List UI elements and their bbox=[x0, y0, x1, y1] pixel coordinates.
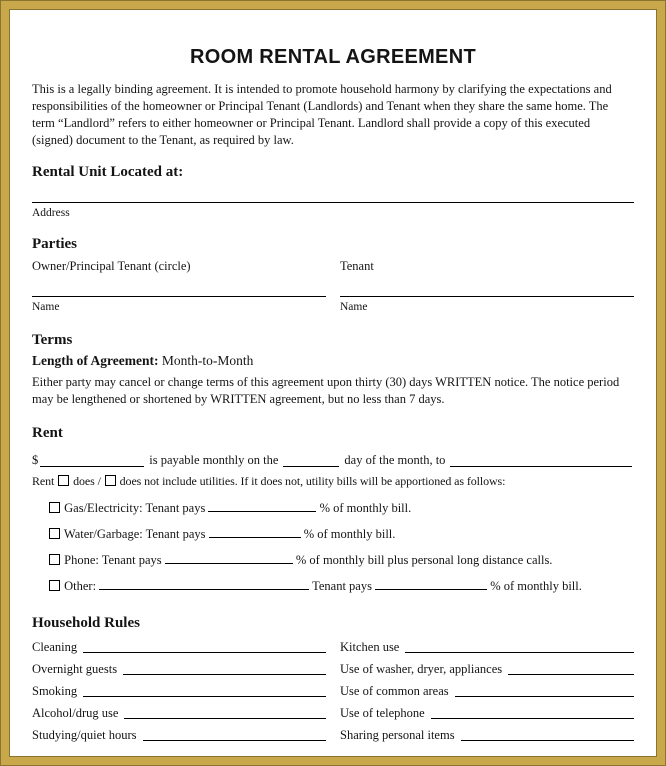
household-row bbox=[32, 661, 634, 677]
utilities-pre: Rent bbox=[32, 474, 55, 488]
household-row bbox=[32, 683, 634, 699]
gas-label: Gas/Electricity: Tenant pays bbox=[64, 501, 206, 515]
intro-paragraph: This is a legally binding agreement. It is intended to promote household harmony by clarifying the expectations and responsibilities of the homeowner or Principal Tenant (Landlords) and Tenant when they share the same home. The term “Landlord” refers to either homeowner or Principal Tenant. Landlord shall provide a copy of this executed (signed) document to the Tenant, as required by law. bbox=[32, 82, 612, 147]
payable-text: is payable monthly on the bbox=[149, 453, 279, 467]
household-rule-blank[interactable] bbox=[124, 716, 326, 719]
tenant-column bbox=[340, 254, 634, 315]
other-suffix: % of monthly bill. bbox=[490, 579, 582, 593]
rule-cleaning bbox=[32, 639, 326, 655]
water-suffix: % of monthly bill. bbox=[303, 527, 396, 541]
utility-item-water bbox=[48, 526, 634, 542]
water-checkbox[interactable] bbox=[49, 528, 60, 539]
other-label: Other: bbox=[64, 579, 97, 593]
rent-amount-blank[interactable] bbox=[40, 466, 144, 467]
rule-alcohol-drug bbox=[32, 705, 326, 721]
length-of-agreement-line bbox=[32, 352, 634, 370]
household-rule-label: Use of washer, dryer, appliances bbox=[340, 662, 503, 676]
terms-heading: Terms bbox=[32, 332, 73, 348]
other-description-blank[interactable] bbox=[99, 579, 309, 590]
document-paper bbox=[10, 10, 656, 756]
owner-column bbox=[32, 254, 326, 315]
rule-smoking bbox=[32, 683, 326, 699]
rule-telephone bbox=[340, 705, 634, 721]
phone-percent-blank[interactable] bbox=[165, 553, 293, 564]
other-percent-blank[interactable] bbox=[375, 579, 487, 590]
other-mid: Tenant pays bbox=[312, 579, 372, 593]
phone-suffix: % of monthly bill plus personal long distance calls. bbox=[295, 553, 553, 567]
does-include-checkbox[interactable] bbox=[58, 475, 69, 486]
tenant-name-label: Name bbox=[340, 301, 368, 313]
household-rule-blank[interactable] bbox=[508, 672, 634, 675]
document-title: ROOM RENTAL AGREEMENT bbox=[190, 46, 476, 68]
rule-washer-dryer bbox=[340, 661, 634, 677]
gas-suffix: % of monthly bill. bbox=[319, 501, 412, 515]
utilities-does: does bbox=[73, 474, 95, 488]
gas-percent-blank[interactable] bbox=[208, 501, 316, 512]
owner-name-label: Name bbox=[32, 301, 60, 313]
rental-unit-heading: Rental Unit Located at: bbox=[32, 164, 184, 180]
address-input-line[interactable] bbox=[32, 202, 634, 203]
owner-label: Owner/Principal Tenant (circle) bbox=[32, 259, 191, 273]
other-checkbox[interactable] bbox=[49, 580, 60, 591]
household-rule-label: Sharing personal items bbox=[340, 728, 455, 742]
household-rule-blank[interactable] bbox=[455, 694, 634, 697]
length-value: Month-to-Month bbox=[161, 353, 254, 368]
water-percent-blank[interactable] bbox=[209, 527, 301, 538]
household-row bbox=[32, 639, 634, 655]
rule-common-areas bbox=[340, 683, 634, 699]
household-rule-blank[interactable] bbox=[431, 716, 634, 719]
gas-checkbox[interactable] bbox=[49, 502, 60, 513]
water-label: Water/Garbage: Tenant pays bbox=[63, 527, 206, 541]
phone-checkbox[interactable] bbox=[49, 554, 60, 565]
household-rule-label: Use of common areas bbox=[340, 684, 449, 698]
rent-payee-blank[interactable] bbox=[450, 466, 632, 467]
household-rules-heading: Household Rules bbox=[32, 615, 140, 631]
rule-personal-items bbox=[340, 727, 634, 743]
household-rule-label: Cleaning bbox=[32, 640, 78, 654]
payable-text-2: day of the month, to bbox=[344, 453, 446, 467]
household-rule-label: Use of telephone bbox=[340, 706, 425, 720]
household-rule-label: Studying/quiet hours bbox=[32, 728, 137, 742]
utilities-slash: / bbox=[97, 474, 101, 488]
rent-heading: Rent bbox=[32, 425, 63, 441]
household-rule-blank[interactable] bbox=[461, 738, 634, 741]
rent-payable-line bbox=[32, 452, 634, 469]
address-label: Address bbox=[32, 207, 70, 219]
rule-overnight-guests bbox=[32, 661, 326, 677]
utilities-rest: does not include utilities. If it does not, utility bills will be apportioned as follows: bbox=[119, 474, 506, 488]
household-rule-blank[interactable] bbox=[83, 694, 326, 697]
parties-heading: Parties bbox=[32, 236, 77, 252]
household-row bbox=[32, 705, 634, 721]
terms-paragraph: Either party may cancel or change terms of this agreement upon thirty (30) days WRITTEN notice. The notice period may be lengthened or shortened by WRITTEN agreement, but no less than 7 days. bbox=[32, 375, 620, 406]
household-rule-label: Kitchen use bbox=[340, 640, 400, 654]
utility-item-other bbox=[48, 578, 634, 594]
household-rule-blank[interactable] bbox=[123, 672, 326, 675]
rule-kitchen-use bbox=[340, 639, 634, 655]
parties-columns bbox=[32, 254, 634, 315]
household-rule-label: Smoking bbox=[32, 684, 78, 698]
rent-day-blank[interactable] bbox=[283, 466, 339, 467]
household-row bbox=[32, 727, 634, 743]
utility-item-gas bbox=[48, 500, 634, 516]
tenant-name-line[interactable] bbox=[340, 296, 634, 297]
owner-name-line[interactable] bbox=[32, 296, 326, 297]
household-rule-blank[interactable] bbox=[83, 650, 326, 653]
household-rule-label: Overnight guests bbox=[32, 662, 118, 676]
household-rule-blank[interactable] bbox=[405, 650, 634, 653]
household-rule-blank[interactable] bbox=[143, 738, 326, 741]
does-not-include-checkbox[interactable] bbox=[105, 475, 116, 486]
length-label: Length of Agreement: bbox=[32, 353, 159, 368]
dollar-sign: $ bbox=[32, 453, 39, 467]
household-rule-label: Alcohol/drug use bbox=[32, 706, 119, 720]
rule-quiet-hours bbox=[32, 727, 326, 743]
tenant-label: Tenant bbox=[340, 259, 374, 273]
phone-label: Phone: Tenant pays bbox=[64, 553, 162, 567]
utility-item-phone bbox=[48, 552, 634, 568]
rent-utilities-line bbox=[32, 473, 634, 490]
